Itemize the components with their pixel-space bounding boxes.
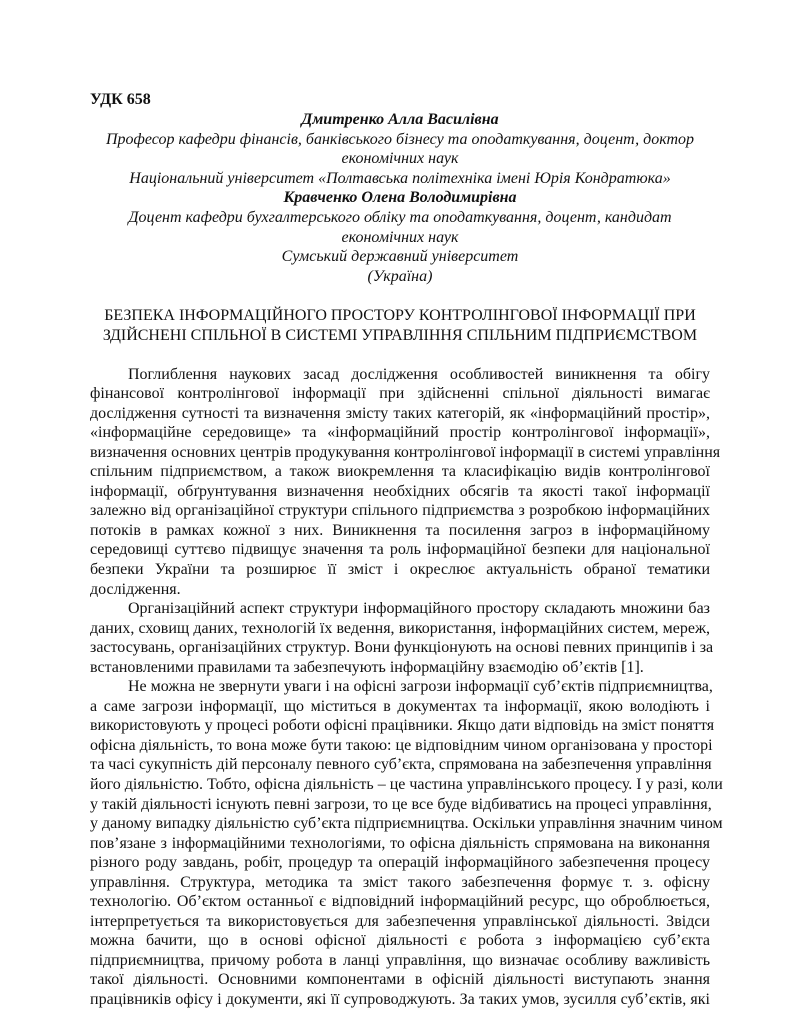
author2-position-cont: економічних наук [341,228,459,246]
paragraph-line: дослідження. [90,580,181,598]
paragraph-line: інформації, обґрунтування визначення необхідних обсягів та якості такої інформації [90,482,710,500]
paragraph [90,599,714,677]
paragraph-line: працівників офісу і документи, які її супроводжують. За таких умов, зусилля суб’єктів, які [90,991,710,1009]
paragraph-line: дослідження сутності та визначення змісту таких категорій, як «інформаційний простір», [90,404,710,422]
paragraph-line: застосувань, організаційних структур. Вони функціонують на основі певних принципів і за [90,639,714,657]
paragraph [90,365,721,600]
paragraph-line: управління. Структура, методика та зміст такого забезпечення формує т. з. офісну [90,873,710,891]
paragraph-line: фінансової контролінгової інформації при здійсненні спільної діяльності вимагає [90,385,710,403]
article-title [90,306,710,345]
paragraph-line: безпеки України та розширює її зміст і окреслює актуальність обраної тематики [90,561,710,578]
paragraph-line: його діяльністю. Тобто, офісна діяльність – це частина управлінського процесу. І у разі, коли [90,776,723,794]
author2-affiliation: Сумський державний університет [281,248,519,266]
paragraph-line: інтерпретується та використовується для забезпечення управлінської діяльності. Звідси [90,912,710,930]
paragraph-line: використовують у процесі роботи офісні працівники. Якщо дати відповідь на зміст поняття [90,717,715,735]
paragraph-line: Поглиблення наукових засад дослідження особливостей виникнення та обігу [128,365,710,383]
paragraph-line: та часі сукупність дій персоналу певного суб’єкта, спрямована на забезпечення управління [90,756,712,774]
paragraph-line: даних, сховищ даних, технологій їх ведення, використання, інформаційних систем, мереж, [90,619,710,637]
paragraph-line: технологію. Об’єктом останньої є відповідний інформаційний ресурс, що оброблюється, [90,893,710,911]
author1-position: Професор кафедри фінансів, банківського бізнесу та оподаткування, доцент, доктор [105,130,695,148]
paragraph-line: можна бачити, що в основі офісної діяльності є робота з інформацією суб’єкта [90,932,710,950]
paragraph-line: потоків в рамках кожної з них. Виникнення та посилення загроз в інформаційному [90,521,710,539]
paragraph-line: залежно від організаційної структури спільного підприємства з розробкою інформаційних [90,502,710,520]
country: (Україна) [367,267,433,285]
article-title-line: ЗДІЙСНЕНІ СПІЛЬНОЇ В СИСТЕМІ УПРАВЛІННЯ СПІЛЬНИМ ПІДПРИЄМСТВОМ [102,326,698,344]
article-title-line: БЕЗПЕКА ІНФОРМАЦІЙНОГО ПРОСТОРУ КОНТРОЛІНГОВОЇ ІНФОРМАЦІЇ ПРИ [104,307,696,325]
udc-code: УДК 658 [90,91,151,108]
paragraph-line: різного роду завдань, робіт, процедур та операцій інформаційного забезпечення процесу [90,854,710,872]
paragraph-line: офісна діяльність, то вона може бути такою: це відповідним чином організована у просторі [90,736,713,754]
paragraph-line: «інформаційне середовище» та «інформаційний простір контролінгової інформації», [90,424,710,442]
paragraph-line: такої діяльності. Основними компонентами в офісній діяльності виступають знання [90,971,710,989]
paragraph-line: Організаційний аспект структури інформаційного простору складають множини баз [128,600,710,618]
paragraph-line: Не можна не звернути уваги і на офісні загрози інформації суб’єктів підприємництва, [128,678,713,696]
author1-position-cont: економічних наук [341,150,459,168]
author2-position: Доцент кафедри бухгалтерського обліку та оподаткування, доцент, кандидат [128,208,672,226]
paragraph-line: у даному випадку діяльністю суб’єкта підприємництва. Оскільки управління значним чином [90,815,723,833]
paragraph-line: у такій діяльності існують певні загрози, то це все буде відбиватись на процесі управління, [90,795,712,813]
paragraph-line: визначення основних центрів продукування контролінгової інформації в системі управління [90,443,721,461]
author2-name: Кравченко Олена Володимирівна [283,189,517,207]
paragraph [90,677,723,1009]
paragraph-line: спільним підприємством, а також виокремлення та класифікацію видів контролінгової [90,463,710,481]
paragraph-line: пов’язане з інформаційними технологіями, то офісна діяльність спрямована на виконання [90,834,710,852]
author1-name: Дмитренко Алла Василівна [301,111,499,128]
paragraph-line: а саме загрози інформації, що міститься в документах та інформації, якою володіють і [90,697,710,715]
article-body [90,365,723,1010]
document-page [90,90,723,1010]
paragraph-line: підприємництва, причому робота в ланці управління, що визначає особливу важливість [90,951,710,969]
paragraph-line: встановленими правилами та забезпечують інформаційну взаємодію об’єктів [1]. [90,658,644,676]
author1-affiliation: Національний університет «Полтавська політехніка імені Юрія Кондратюка» [129,169,671,187]
paragraph-line: середовищі суттєво підвищує значення та роль інформаційної безпеки для національної [90,541,710,559]
